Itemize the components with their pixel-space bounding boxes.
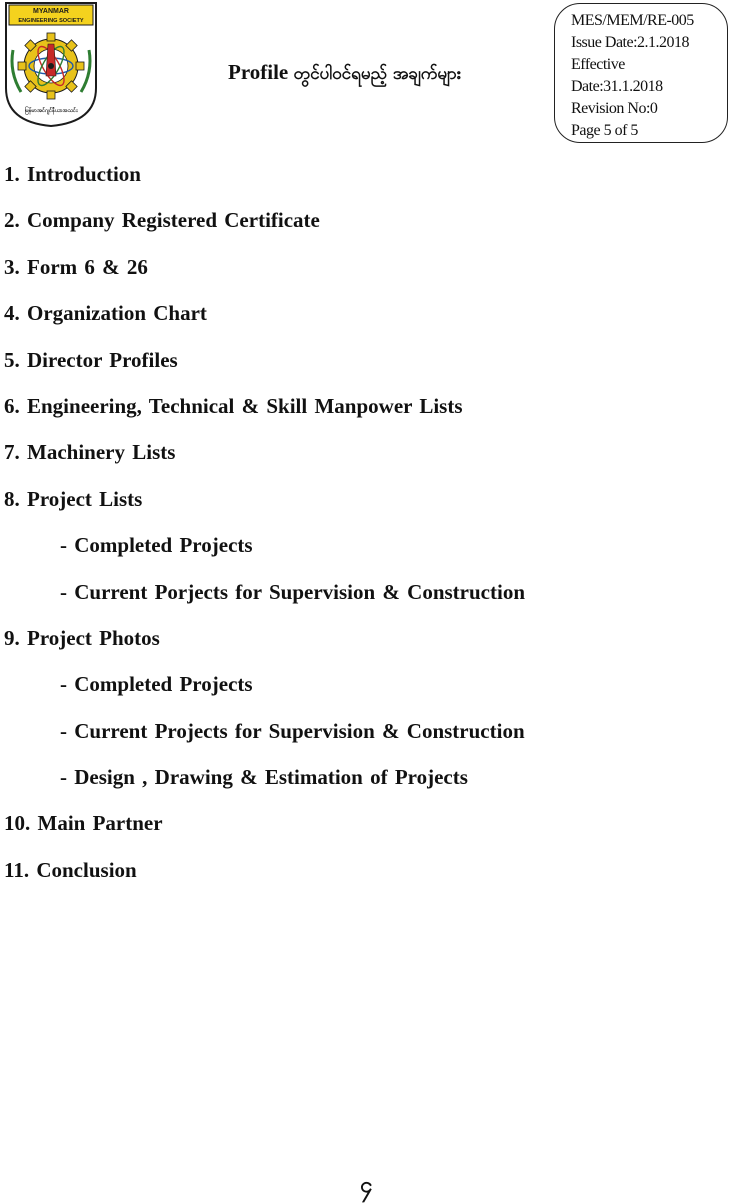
list-subitem: - Design , Drawing & Estimation of Projects — [60, 765, 468, 790]
list-item: 3. Form 6 & 26 — [4, 254, 148, 279]
issue-date: Issue Date:2.1.2018 — [571, 34, 690, 51]
list-item: 5. Director Profiles — [4, 347, 178, 372]
document-title — [228, 60, 461, 88]
title-myanmar: တွင်ပါဝင်ရမည့် အချက်များ — [293, 64, 462, 84]
effective-label: Effective — [571, 56, 625, 73]
effective-date: Date:31.1.2018 — [571, 78, 663, 95]
title-prefix: Profile — [228, 60, 289, 84]
list-subitem: - Completed Projects — [60, 672, 253, 697]
list-item: 7. Machinery Lists — [4, 440, 176, 465]
page-of-pages: Page 5 of 5 — [571, 122, 638, 139]
revision-number: Revision No:0 — [571, 100, 658, 117]
list-item: 1. Introduction — [4, 162, 141, 186]
page-number: ၄ — [359, 1173, 373, 1198]
doc-code: MES/MEM/RE-005 — [571, 12, 694, 29]
list-item: 9. Project Photos — [4, 625, 160, 650]
list-subitem: - Current Porjects for Supervision & Construction — [60, 579, 526, 604]
list-subitem: - Current Projects for Supervision & Construction — [60, 718, 525, 743]
logo-top-text-2: ENGINEERING SOCIETY — [18, 18, 84, 24]
logo-bottom-text: မြန်မာအင်ဂျင်နီယာအသင်း — [24, 108, 78, 114]
list-item: 10. Main Partner — [4, 811, 163, 836]
list-item: 11. Conclusion — [4, 857, 137, 882]
contents-list — [4, 160, 728, 902]
list-item: 6. Engineering, Technical & Skill Manpower Lists — [4, 393, 463, 418]
engineering-society-logo — [3, 0, 99, 128]
list-item: 2. Company Registered Certificate — [4, 208, 320, 233]
list-item: 4. Organization Chart — [4, 301, 207, 326]
logo-top-text-1: MYANMAR — [33, 8, 69, 15]
list-subitem: - Completed Projects — [60, 533, 253, 558]
engineering-society-seal-icon — [3, 0, 99, 128]
list-item: 8. Project Lists — [4, 486, 143, 511]
document-control-box — [554, 3, 728, 143]
